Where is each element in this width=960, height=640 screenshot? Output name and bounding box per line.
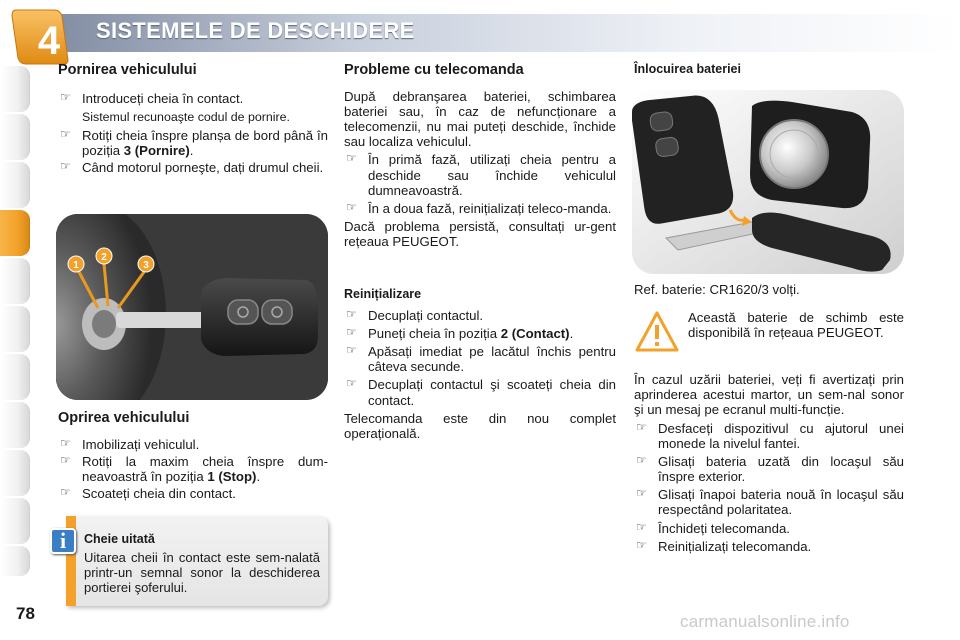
column-stop <box>58 410 328 501</box>
battery-reference: Ref. baterie: CR1620/3 volți. <box>634 282 800 297</box>
list-item: ☞ Rotiți cheia înspre planșa de bord până în poziția 3 (Pornire). <box>60 127 328 159</box>
section-title-remote: Probleme cu telecomanda <box>344 62 524 78</box>
remote-intro: După debranşarea bateriei, schimbarea bateriei sau, în caz de nefuncționare a telecomenzii, nu mai puteți deschide, închide sau localiza vehiculul. <box>344 88 616 150</box>
pointing-hand-icon: ☞ <box>346 306 357 321</box>
pointing-hand-icon: ☞ <box>636 486 647 501</box>
chapter-tabs <box>0 66 34 576</box>
chapter-tab-10[interactable] <box>0 498 30 544</box>
start-note: Sistemul recunoaşte codul de pornire. <box>82 109 291 124</box>
position-label: 3 (Pornire) <box>123 143 190 159</box>
list-item: ☞ Decuplați contactul. <box>346 306 484 323</box>
watermark: carmanualsonline.info <box>680 612 850 631</box>
position-marker-1: 1 <box>73 260 79 271</box>
pointing-hand-icon: ☞ <box>346 343 357 358</box>
info-icon: i <box>50 528 76 554</box>
page-title: SISTEMELE DE DESCHIDERE <box>96 18 415 43</box>
pointing-hand-icon: ☞ <box>346 324 357 339</box>
warning-paragraph: În cazul uzării bateriei, veți fi avertizați prin aprinderea acestui martor, un sem-nal sonor şi un mesaj pe ecranul multi-funcție. <box>634 372 904 418</box>
info-box <box>66 516 328 606</box>
pointing-hand-icon: ☞ <box>636 537 647 552</box>
list-item: ☞ Când motorul porneşte, dați drumul cheii. <box>60 159 324 176</box>
chapter-tab-4[interactable] <box>0 210 30 256</box>
pointing-hand-icon: ☞ <box>60 127 71 142</box>
pointing-hand-icon: ☞ <box>636 519 647 534</box>
section-title-reinit: Reinițializare <box>344 287 422 302</box>
list-item: ☞ Imobilizați vehiculul. <box>60 435 200 452</box>
warning-note <box>688 310 904 340</box>
reinit-final: Telecomanda este din nou complet operațională. <box>344 410 616 441</box>
column-remote <box>344 62 616 441</box>
chapter-number: 4 <box>37 19 61 63</box>
list-item: ☞ Apăsați imediat pe lacătul închis pentru câteva secunde. <box>346 343 616 375</box>
pointing-hand-icon: ☞ <box>346 151 357 166</box>
list-item: ☞ Scoateți cheia din contact. <box>60 485 236 502</box>
chapter-tab-1[interactable] <box>0 66 30 112</box>
battery-steps <box>634 372 904 554</box>
column-start <box>58 62 328 176</box>
ignition-key-image <box>56 214 328 400</box>
battery-info <box>634 282 904 297</box>
position-marker-3: 3 <box>143 260 149 271</box>
list-item: ☞ Decuplați contactul şi scoateți cheia din contact. <box>346 376 616 408</box>
info-text: Uitarea cheii în contact este sem-nalată printr-un semnal sonor la deschiderea portierei şoferului. <box>84 550 320 596</box>
chapter-tab-11[interactable] <box>0 546 30 576</box>
page-header <box>0 0 960 63</box>
pointing-hand-icon: ☞ <box>60 485 71 500</box>
column-battery <box>634 62 904 76</box>
pointing-hand-icon: ☞ <box>60 452 71 467</box>
position-label: 1 (Stop) <box>207 469 257 485</box>
warning-text: Această baterie de schimb este disponibilă în rețeaua PEUGEOT. <box>688 310 904 341</box>
list-item: ☞ Desfaceți dispozitivul cu ajutorul unei monede la nivelul fantei. <box>636 419 904 451</box>
pointing-hand-icon: ☞ <box>346 376 357 391</box>
list-item: ☞ Închideți telecomanda. <box>636 519 790 536</box>
chapter-tab-9[interactable] <box>0 450 30 496</box>
page-number: 78 <box>16 604 35 623</box>
list-item: ☞ Glisați bateria uzată din locaşul său înspre exterior. <box>636 452 904 485</box>
ignition-illustration <box>56 214 328 400</box>
chapter-tab-2[interactable] <box>0 114 30 160</box>
pointing-hand-icon: ☞ <box>636 419 647 434</box>
list-item: ☞ Glisați înapoi bateria nouă în locaşul său respectând polaritatea. <box>636 486 904 518</box>
chapter-tab-5[interactable] <box>0 258 30 304</box>
chapter-tab-8[interactable] <box>0 402 30 448</box>
remote-persist: Dacă problema persistă, consultați ur-gent rețeaua PEUGEOT. <box>344 219 616 250</box>
list-item: ☞ În primă fază, utilizați cheia pentru a deschide sau închide vehiculul dumneavoastră. <box>346 151 616 198</box>
position-label: 2 (Contact) <box>500 325 570 341</box>
list-item: ☞ În a doua fază, reinițializați teleco-manda. <box>346 199 612 216</box>
section-title-stop: Oprirea vehiculului <box>58 410 190 426</box>
pointing-hand-icon: ☞ <box>60 89 71 104</box>
chapter-tab-6[interactable] <box>0 306 30 352</box>
section-title-battery: Înlocuirea bateriei <box>634 62 741 76</box>
list-item: ☞ Reinițializați telecomanda. <box>636 537 812 554</box>
battery-illustration <box>632 90 904 274</box>
warning-triangle-icon <box>634 310 680 354</box>
list-item: ☞ Puneți cheia în poziția 2 (Contact). <box>346 324 574 341</box>
battery-replacement-image <box>632 90 904 274</box>
info-title: Cheie uitată <box>84 532 155 546</box>
pointing-hand-icon: ☞ <box>60 435 71 450</box>
chapter-tab-7[interactable] <box>0 354 30 400</box>
pointing-hand-icon: ☞ <box>346 199 357 214</box>
pointing-hand-icon: ☞ <box>60 159 71 174</box>
chapter-tab-3[interactable] <box>0 162 30 208</box>
position-marker-2: 2 <box>101 252 107 263</box>
section-title-start: Pornirea vehiculului <box>58 62 197 78</box>
list-item: ☞ Introduceți cheia în contact. <box>60 89 244 106</box>
list-item: ☞ Rotiți la maxim cheia înspre dum-neavoastră în poziția 1 (Stop). <box>60 452 328 485</box>
chapter-badge <box>10 8 70 66</box>
pointing-hand-icon: ☞ <box>636 452 647 467</box>
